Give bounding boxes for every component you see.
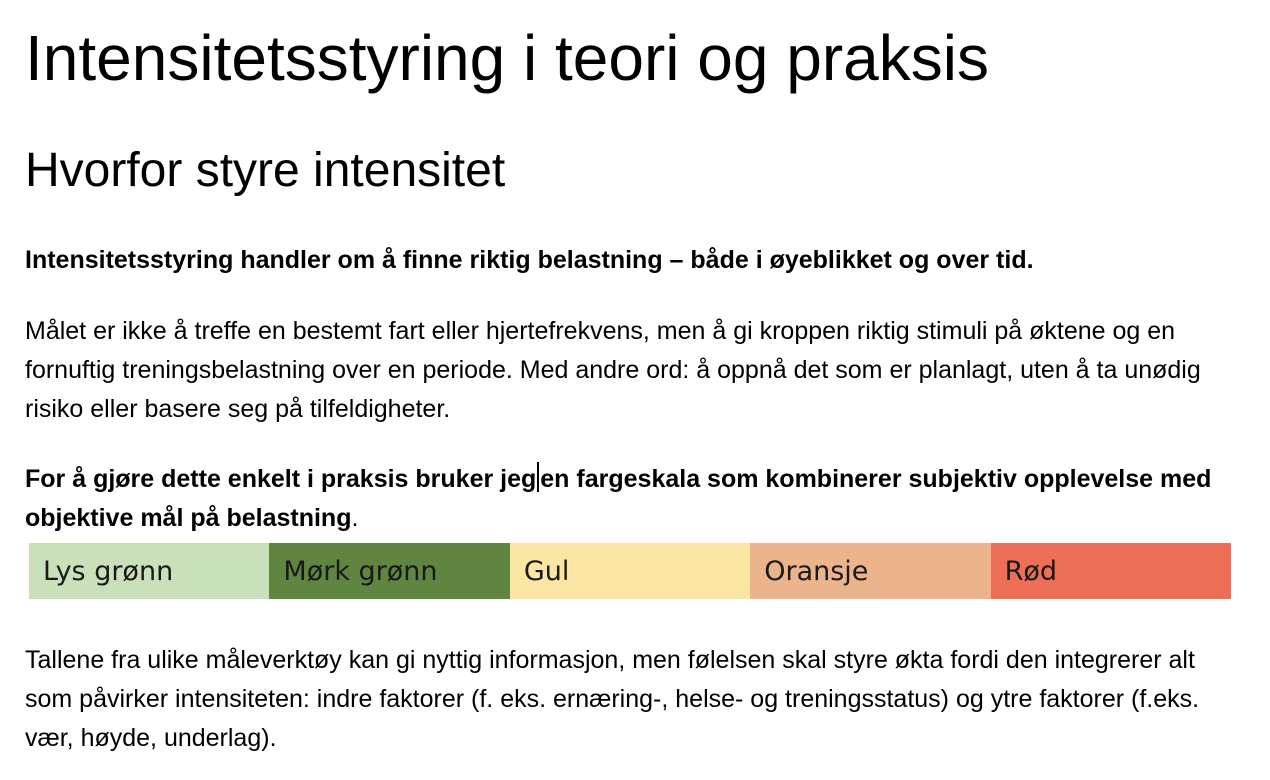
color-scale-cell-red [991, 543, 1231, 599]
body-paragraph-1: Målet er ikke å treffe en bestemt fart eller hjertefrekvens, men å gi kroppen riktig stimuli på øktene og en fornuftig treningsbelastning over en periode. Med andre ord: å oppnå det som er planlagt, uten å ta unødig risiko eller basere seg på tilfeldigheter. [25, 317, 1201, 423]
body-paragraph-2 [25, 460, 1240, 538]
body-paragraph-3: Tallene fra ulike måleverktøy kan gi nyttig informasjon, men følelsen skal styre økta fordi den integrerer alt som påvirker intensiteten: indre faktorer (f. eks. ernæring-, helse- og treningsstatus) og ytre faktorer (f.eks. vær, høyde, underlag). [25, 646, 1200, 752]
color-scale-cell-light-green [29, 543, 269, 599]
color-scale-label: Gul [523, 555, 570, 587]
color-scale-label: Lys grønn [43, 555, 174, 587]
section-heading: Hvorfor styre intensitet [25, 144, 506, 197]
color-scale-cell-dark-green [269, 543, 509, 599]
text-cursor [537, 462, 539, 492]
document-title: Intensitetsstyring i teori og praksis [25, 22, 989, 94]
color-scale-label: Rød [1004, 555, 1058, 587]
color-scale-cell-yellow [510, 543, 750, 599]
color-scale-table [29, 543, 1231, 599]
lead-paragraph: Intensitetsstyring handler om å finne riktig belastning – både i øyeblikket og over tid. [25, 246, 1034, 274]
color-scale-cell-orange [750, 543, 990, 599]
color-scale-label: Oransje [764, 555, 869, 587]
color-scale-label: Mørk grønn [283, 555, 438, 587]
paragraph-2-text-before-caret: For å gjøre dette enkelt i praksis bruker jeg [25, 465, 537, 493]
paragraph-2-text-after-caret: en fargeskala som kombinerer subjektiv opplevelse med objektive mål på belastning [25, 465, 1212, 532]
paragraph-2-period: . [351, 504, 359, 532]
